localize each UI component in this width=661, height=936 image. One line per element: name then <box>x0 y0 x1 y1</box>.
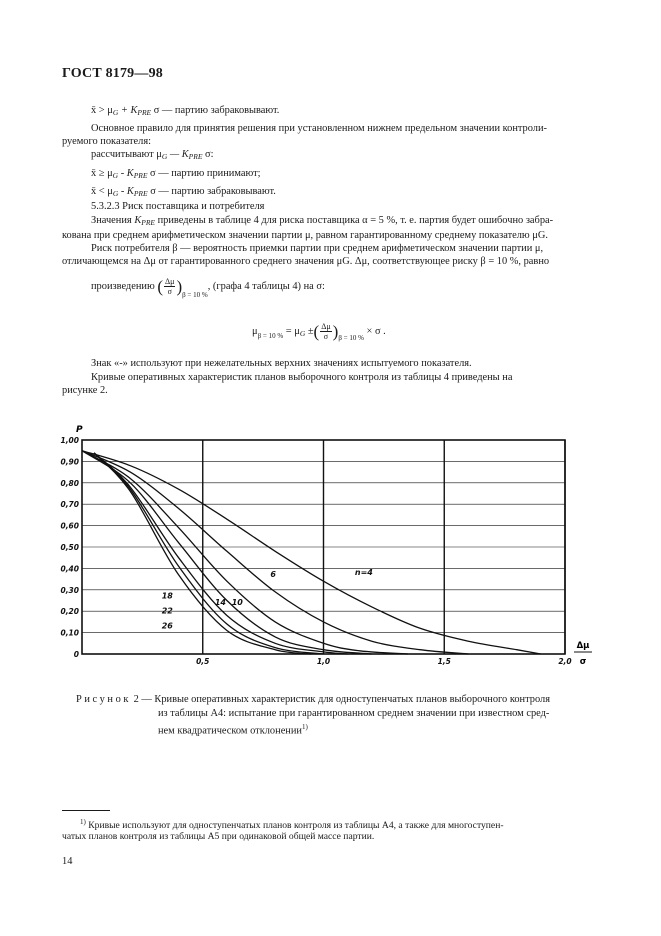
paren-open: ( <box>313 322 320 341</box>
paragraph-line: руемого показателя: <box>62 136 152 147</box>
y-tick-label: 0,50 <box>60 543 79 552</box>
oc-curve-n-6 <box>82 451 468 654</box>
page-header: ГОСТ 8179—98 <box>62 66 163 81</box>
oc-curve-n-4 <box>82 451 541 654</box>
figure-caption-line1: Рисунок 2 — Кривые оперативных характеристик для одноступенчатых планов выборочного контроля <box>76 694 551 705</box>
y-tick-label: 1,00 <box>60 436 79 445</box>
paragraph-line: Значения $K_{PRE}$ приведены в таблице 4 для риска поставщика α = 5 %, т. е. партия будет ошибочно забра- <box>91 215 554 227</box>
paragraph-line-fraction: произведению ( $\frac{\Delta\mu}{\sigma}$ )$_{\beta = 10 \%}$, (графа 4 таблицы 4) на σ: <box>91 277 325 299</box>
y-tick-label: 0,40 <box>60 564 79 574</box>
footnote-rule <box>62 810 110 811</box>
x-tick-label: 1,5 <box>437 657 451 666</box>
series-label: 18 <box>161 591 173 601</box>
x-axis-label-numerator: Δμ <box>576 641 590 651</box>
series-label: 26 <box>161 621 173 631</box>
paragraph-line: Кривые оперативных характеристик планов выборочного контроля из таблицы 4 приведены на <box>91 372 513 383</box>
chart-curves <box>82 451 541 654</box>
paragraph-line: Риск потребителя β — вероятность приемки партии при среднем арифметическом значении партии μ, <box>91 243 544 254</box>
paren-close: ) <box>176 277 183 296</box>
series-label: 14 <box>214 597 226 607</box>
y-tick-label: 0,90 <box>60 457 79 467</box>
figure-caption-line2: из таблицы А4: испытание при гарантированном среднем значении при известном сред- <box>158 708 550 719</box>
footnote-line2: чатых планов контроля из таблицы А5 при одинаковой общей массе партии. <box>62 831 375 842</box>
x-tick-label: 1,0 <box>316 657 331 666</box>
y-tick-label: 0,60 <box>60 521 79 531</box>
x-tick-label: 0,5 <box>196 657 210 666</box>
y-tick-label: 0,80 <box>60 478 79 488</box>
oc-curve-n-10 <box>82 451 408 654</box>
x-tick-labels <box>196 657 572 666</box>
y-tick-label: 0 <box>73 650 79 659</box>
oc-curves-chart <box>62 416 602 674</box>
fraction: $\frac{\Delta\mu}{\sigma}$ <box>165 277 175 296</box>
y-tick-label: 0,10 <box>60 628 79 638</box>
page-number: 14 <box>62 856 73 867</box>
paragraph-line: отличающемся на Δμ от гарантированного среднего значения μG. Δμ, соответствующее риску β = 10 %, равно <box>62 256 550 267</box>
paragraph-line: Знак «-» используют при нежелательных верхних значениях испытуемого показателя. <box>91 358 472 369</box>
y-axis-label: P <box>76 425 83 435</box>
paren-close: ) <box>332 322 339 341</box>
rule-reject-upper: x̄ > $\mu_G + K_{PRE}$ σ — партию забраковывают. <box>91 105 280 117</box>
figure-caption-line3: нем квадратическом отклонении$^{1)}$ <box>158 723 308 737</box>
rule-reject-lower: x̄ < $\mu_G - K_{PRE}$ σ — партию забраковывают. <box>91 186 276 198</box>
series-label: n=4 <box>354 567 373 577</box>
y-tick-label: 0,20 <box>60 607 79 617</box>
formula: $\mu_{\beta = 10 \%} = \mu_G$ ±( $\frac{\Delta\mu}{\sigma}$ )$_{\beta = 10 \%} \times \sigma$ . <box>252 322 386 342</box>
series-label: 22 <box>161 606 173 616</box>
y-tick-label: 0,30 <box>60 585 79 595</box>
paragraph-line: Основное правило для принятия решения при установленном нижнем предельном значении контроли- <box>91 123 548 134</box>
paragraph-line: рисунке 2. <box>62 385 108 396</box>
series-label: 10 <box>231 597 243 607</box>
rule-accept: x̄ ≥ $\mu_G - K_{PRE}$ σ — партию принимают; <box>91 168 261 180</box>
section-heading: 5.3.2.3 Риск поставщика и потребителя <box>91 201 265 212</box>
y-tick-label: 0,70 <box>60 500 79 510</box>
paren-open: ( <box>157 277 163 296</box>
series-label: 6 <box>270 569 276 579</box>
fraction: $\frac{\Delta\mu}{\sigma}$ <box>321 322 331 341</box>
footnote-line1: $^{1)}$ Кривые используют для одноступенчатых планов контроля из таблицы А4, а также для многоступен- <box>80 818 504 832</box>
x-tick-label: 2,0 <box>558 657 572 666</box>
y-tick-labels <box>60 436 79 659</box>
calc-line: рассчитывают $\mu_G$ — $K_{PRE}$ σ: <box>91 149 214 161</box>
paragraph-line: кована при среднем арифметическом значении партии μ, равном гарантированному среднему показателю μG. <box>62 230 548 241</box>
x-axis-label-denominator: σ <box>579 657 587 667</box>
